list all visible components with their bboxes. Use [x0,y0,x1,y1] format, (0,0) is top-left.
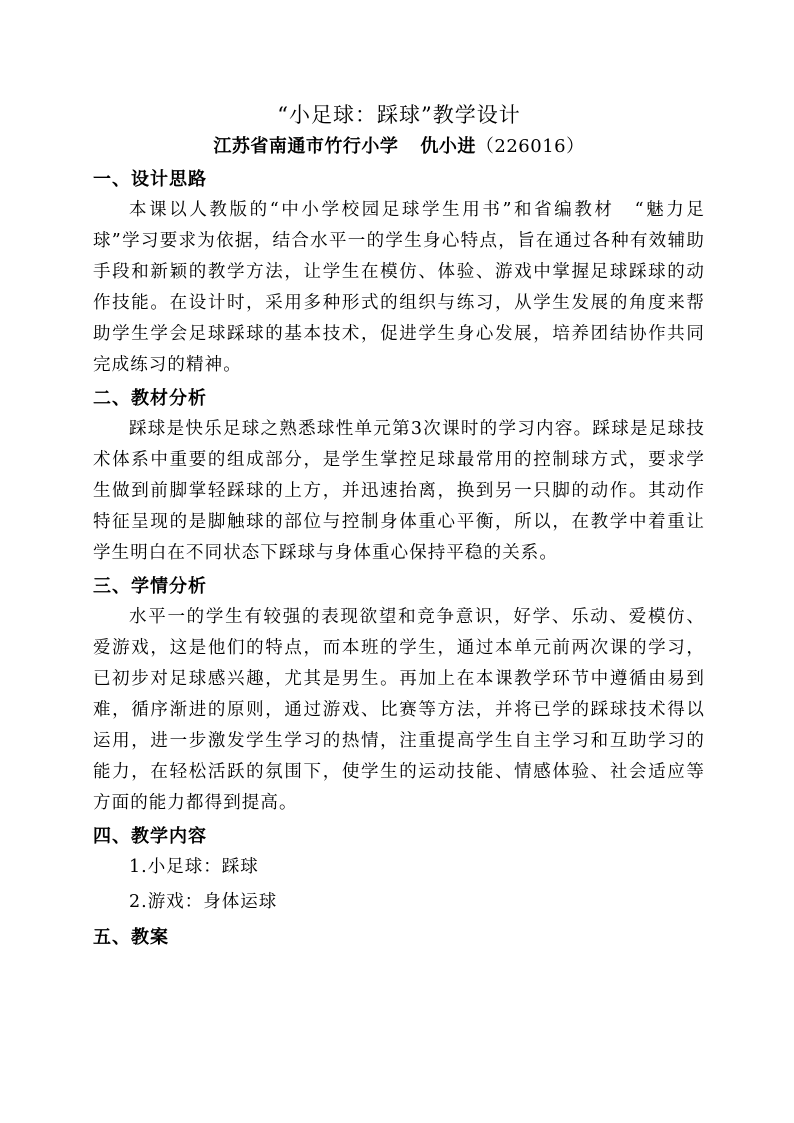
section-teaching-content [93,821,705,918]
author-name: 仇小进 [420,136,476,157]
section-material-analysis [93,383,705,569]
author-line [93,132,705,162]
section-paragraph: 踩球是快乐足球之熟悉球性单元第3次课时的学习内容。踩球是足球技术体系中重要的组成部分，是学生掌控足球最常用的控制球方式，要求学生做到前脚掌轻踩球的上方，并迅速抬离，换到另一只脚的动作。其动作特征呈现的是脚触球的部位与控制身体重心平衡，所以，在教学中着重让学生明白在不同状态下踩球与身体重心保持平稳的关系。 [93,419,705,563]
section-paragraph: 本课以人教版的“中小学校园足球学生用书”和省编教材 “魅力足球”学习要求为依据，结合水平一的学生身心特点，旨在通过各种有效辅助手段和新颖的教学方法，让学生在模仿、体验、游戏中掌握足球踩球的动作技能。在设计时，采用多种形式的组织与练习，从学生发展的角度来帮助学生学会足球踩球的基本技术，促进学生身心发展，培养团结协作共同完成练习的精神。 [93,200,705,375]
section-student-analysis [93,571,705,819]
author-zip: （226016） [475,136,585,157]
section-heading: 一、设计思路 [93,169,207,190]
section-heading: 四、教学内容 [93,826,207,847]
section-heading: 二、教材分析 [93,388,207,409]
list-item: 2.游戏：身体运球 [129,892,278,912]
author-school: 江苏省南通市竹行小学 [213,136,399,157]
document-page [93,100,705,953]
section-design-idea [93,164,705,381]
list-item: 1.小足球：踩球 [129,857,259,877]
document-title: “小足球：踩球”教学设计 [277,103,521,127]
section-lesson-plan [93,922,705,953]
section-heading: 三、学情分析 [93,576,207,597]
section-heading: 五、教案 [93,927,169,948]
section-paragraph: 水平一的学生有较强的表现欲望和竞争意识，好学、乐动、爱模仿、爱游戏，这是他们的特点，而本班的学生，通过本单元前两次课的学习，已初步对足球感兴趣，尤其是男生。再加上在本课教学环节中遵循由易到难，循序渐进的原则，通过游戏、比赛等方法，并将已学的踩球技术得以运用，进一步激发学生学习的热情，注重提高学生自主学习和互助学习的能力，在轻松活跃的氛围下，使学生的运动技能、情感体验、社会适应等方面的能力都得到提高。 [93,607,705,813]
